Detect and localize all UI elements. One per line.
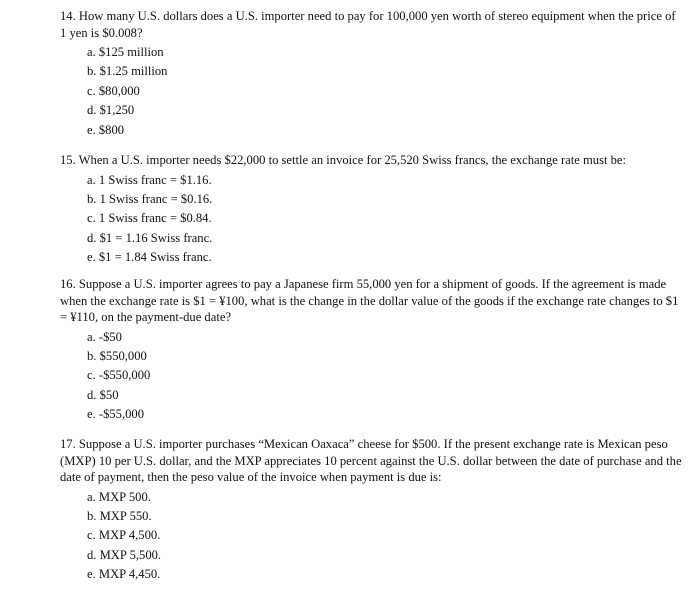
question-17 <box>60 436 682 585</box>
question-15 <box>60 152 682 268</box>
answer-option-d: d. $1,250 <box>87 103 135 118</box>
question-stem: 17. Suppose a U.S. importer purchases “Mexican Oaxaca” cheese for $500. If the present exchange rate is Mexican peso (MXP) 10 per U.S. dollar, and the MXP appreciates 10 percent against the U.S. dollar between the date of purchase and the date of payment, then the peso value of the invoice when payment is due is: <box>60 437 682 484</box>
answer-option-a: a. -$50 <box>87 329 122 344</box>
answer-option-b: b. $550,000 <box>87 348 147 363</box>
answer-option-c: c. MXP 4,500. <box>87 528 161 543</box>
question-stem: 14. How many U.S. dollars does a U.S. importer need to pay for 100,000 yen worth of stereo equipment when the price of 1 yen is $0.008? <box>60 9 676 40</box>
answer-option-a: a. $125 million <box>87 45 164 59</box>
answer-option-a: a. 1 Swiss franc = $1.16. <box>87 172 212 187</box>
answer-option-b: b. $1.25 million <box>87 64 168 79</box>
answer-options <box>60 171 682 268</box>
answer-option-d: d. MXP 5,500. <box>87 547 162 562</box>
answer-option-e: e. $1 = 1.84 Swiss franc. <box>87 250 212 265</box>
answer-option-c: c. 1 Swiss franc = $0.84. <box>87 211 212 226</box>
answer-option-b: b. MXP 550. <box>87 508 152 523</box>
answer-option-e: e. MXP 4,450. <box>87 567 161 582</box>
question-stem: 16. Suppose a U.S. importer agrees to pay a Japanese firm 55,000 yen for a shipment of goods. If the agreement is made when the exchange rate is $1 = ¥100, what is the change in the dollar value of the goods if the exchange rate changes to $1 = ¥110, on the payment-due date? <box>60 277 679 324</box>
question-stem: 15. When a U.S. importer needs $22,000 to settle an invoice for 25,520 Swiss francs, the exchange rate must be: <box>60 153 626 167</box>
answer-option-c: c. $80,000 <box>87 83 140 98</box>
answer-options <box>60 488 682 585</box>
answer-option-d: d. $50 <box>87 387 119 402</box>
answer-option-b: b. 1 Swiss franc = $0.16. <box>87 191 213 206</box>
question-14 <box>60 8 682 140</box>
question-16 <box>60 276 682 425</box>
answer-option-d: d. $1 = 1.16 Swiss franc. <box>87 230 213 245</box>
answer-option-c: c. -$550,000 <box>87 368 151 383</box>
answer-option-a: a. MXP 500. <box>87 489 151 504</box>
answer-option-e: e. -$55,000 <box>87 407 145 422</box>
answer-options <box>60 43 682 140</box>
answer-option-e: e. $800 <box>87 122 125 137</box>
answer-options <box>60 328 682 425</box>
